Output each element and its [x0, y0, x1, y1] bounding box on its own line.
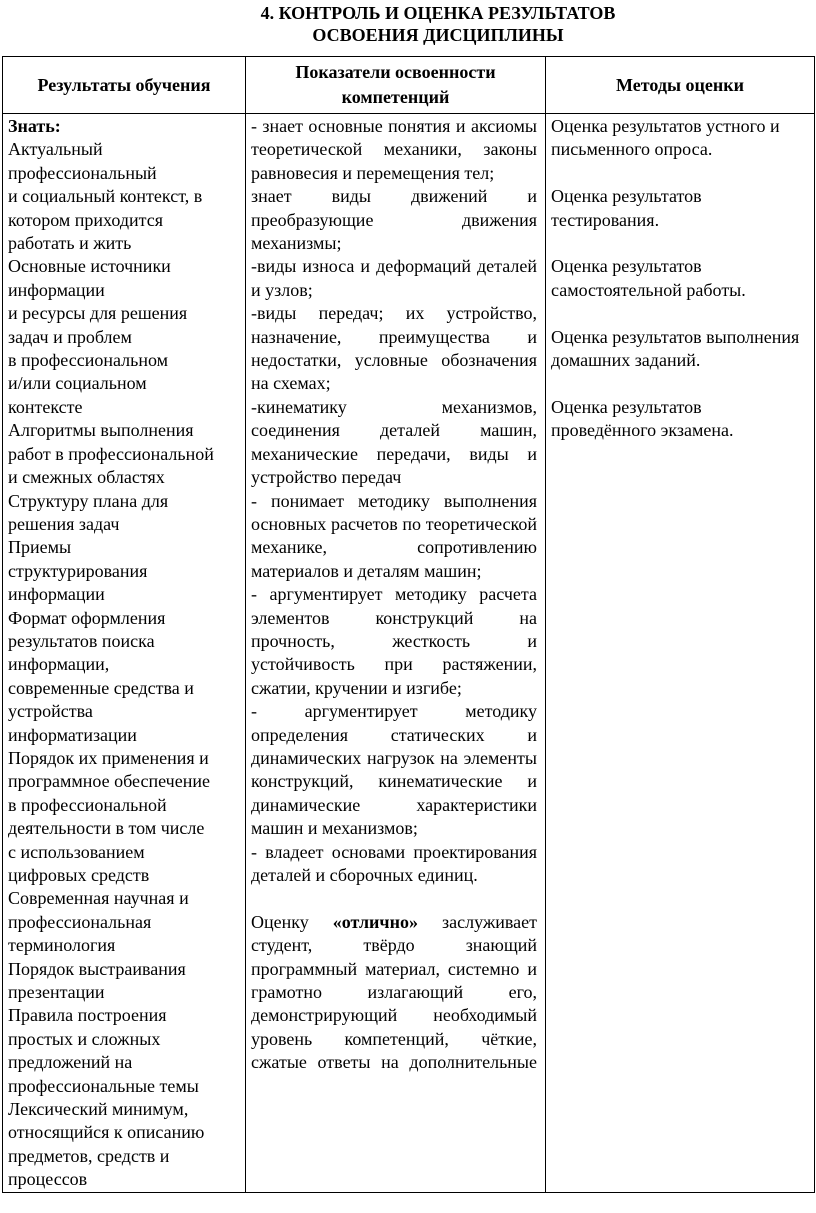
learning-result-line: информации	[8, 584, 105, 605]
indicator-item: - знает основные понятия и аксиомы теоретической механики, законы равновесия и перемещения тел;	[251, 116, 537, 183]
indicator-item: -виды износа и деформаций деталей и узлов;	[251, 256, 537, 300]
learning-result-line: котором приходится	[8, 209, 163, 230]
learning-result-line: Порядок выстраивания	[8, 958, 186, 979]
learning-result-line: Порядок их применения и	[8, 747, 209, 768]
assessment-method-item: Оценка результатов проведённого экзамена.	[551, 396, 734, 441]
assessment-method-item: Оценка результатов устного и письменного опроса.	[551, 116, 780, 160]
learning-result-line: Лексический минимум,	[8, 1099, 189, 1120]
learning-result-line: процессов	[8, 1169, 88, 1190]
learning-result-line: в профессиональном	[8, 350, 168, 371]
competence-indicators-cell	[246, 114, 546, 1193]
indicator-item: - аргументирует методику расчета элементов конструкций на прочность, жесткость и устойчивость при растяжении, сжатии, кручении и изгибе;	[251, 584, 537, 698]
section-title-line-1: 4. КОНТРОЛЬ И ОЦЕНКА РЕЗУЛЬТАТОВ	[260, 3, 616, 23]
learning-result-line: задач и проблем	[8, 326, 132, 347]
learning-result-line: профессиональные темы	[8, 1075, 199, 1096]
learning-results-cell	[3, 114, 246, 1193]
learning-result-line: решения задач	[8, 513, 120, 534]
learning-result-line: простых и сложных	[8, 1028, 161, 1049]
learning-result-line: и социальный контекст, в	[8, 186, 203, 207]
header-competence-indicators: Показатели освоенности компетенций	[246, 57, 546, 114]
assessment-method-item: Оценка результатов выполнения домашних заданий.	[551, 326, 800, 371]
learning-result-line: и/или социальном	[8, 373, 147, 394]
learning-result-line: терминология	[8, 935, 116, 956]
learning-result-line: программное обеспечение	[8, 771, 210, 792]
assessment-methods-cell	[546, 114, 815, 1193]
learning-result-line: Актуальный	[8, 139, 103, 160]
learning-result-line: с использованием	[8, 841, 145, 862]
grade-description: заслуживает студент, твёрдо знающий программный материал, системно и грамотно излагающий его, демонстрирующий необходимый уровень компетенций, чёткие, сжатые ответы на дополнительные	[251, 911, 538, 1073]
indicator-item: - понимает методику выполнения основных расчетов по теоретической механике, сопротивлению материалов и деталям машин;	[251, 490, 537, 581]
indicator-item: знает виды движений и преобразующие движения механизмы;	[251, 186, 537, 254]
assessment-table	[2, 56, 815, 1193]
learning-result-line: в профессиональной	[8, 794, 167, 815]
learning-result-line: Правила построения	[8, 1005, 167, 1026]
table-row	[3, 114, 815, 1193]
learning-result-line: и ресурсы для решения	[8, 303, 188, 324]
assessment-method-item: Оценка результатов тестирования.	[551, 186, 702, 230]
learning-result-line: информатизации	[8, 724, 137, 745]
learning-result-line: Алгоритмы выполнения	[8, 420, 194, 441]
learning-result-line: Основные источники	[8, 256, 171, 277]
learning-result-line: цифровых средств	[8, 865, 150, 885]
grade-excellent: «отлично»	[332, 911, 418, 932]
indicator-item: -виды передач; их устройство, назначение, преимущества и недостатки, условные обозначения на схемах;	[251, 303, 537, 394]
learning-result-line: Формат оформления	[8, 607, 166, 628]
indicator-item: - владеет основами проектирования деталей и сборочных единиц.	[251, 841, 537, 885]
learning-result-line: информации,	[8, 654, 110, 675]
methods-list	[551, 115, 810, 443]
grade-prefix: Оценку	[251, 911, 333, 932]
learning-result-line: структурирования	[8, 560, 148, 581]
header-learning-results: Результаты обучения	[3, 57, 246, 114]
indicator-item: - аргументирует методику определения статических и динамических нагрузок на элементы конструкций, кинематические и динамические характеристики машин и механизмов;	[251, 701, 537, 839]
indicator-item: -кинематику механизмов, соединения деталей машин, механические передачи, виды и устройство передач	[251, 396, 537, 488]
learning-result-line: современные средства и	[8, 677, 194, 698]
learning-result-line: контексте	[8, 396, 83, 417]
assessment-method-item: Оценка результатов самостоятельной работы.	[551, 256, 746, 300]
learning-result-line: результатов поиска	[8, 630, 155, 651]
section-title	[0, 2, 816, 46]
learning-result-line: устройства	[8, 701, 93, 722]
learning-result-line: Структуру плана для	[8, 490, 169, 511]
learning-results-list	[8, 138, 241, 1191]
learning-result-line: работ в профессиональной	[8, 443, 214, 464]
learning-result-line: работать и жить	[8, 233, 132, 254]
section-title-line-2: ОСВОЕНИЯ ДИСЦИПЛИНЫ	[312, 25, 564, 45]
learning-result-line: деятельности в том числе	[8, 818, 205, 839]
indicators-list	[251, 115, 537, 887]
learning-result-line: и смежных областях	[8, 467, 165, 488]
learning-result-line: предметов, средств и	[8, 1145, 170, 1166]
header-assessment-methods: Методы оценки	[546, 57, 815, 114]
grade-excellent-paragraph	[251, 911, 537, 1075]
learning-result-line: презентации	[8, 982, 105, 1003]
learning-result-line: профессиональная	[8, 911, 152, 932]
learning-result-line: информации	[8, 279, 105, 300]
learning-result-line: относящийся к описанию	[8, 1122, 205, 1143]
header-row	[3, 57, 815, 114]
learning-result-line: предложений на	[8, 1052, 133, 1073]
know-heading: Знать:	[8, 116, 61, 136]
learning-result-line: Приемы	[8, 537, 72, 558]
learning-result-line: Современная научная и	[8, 888, 189, 909]
learning-result-line: профессиональный	[8, 162, 157, 183]
